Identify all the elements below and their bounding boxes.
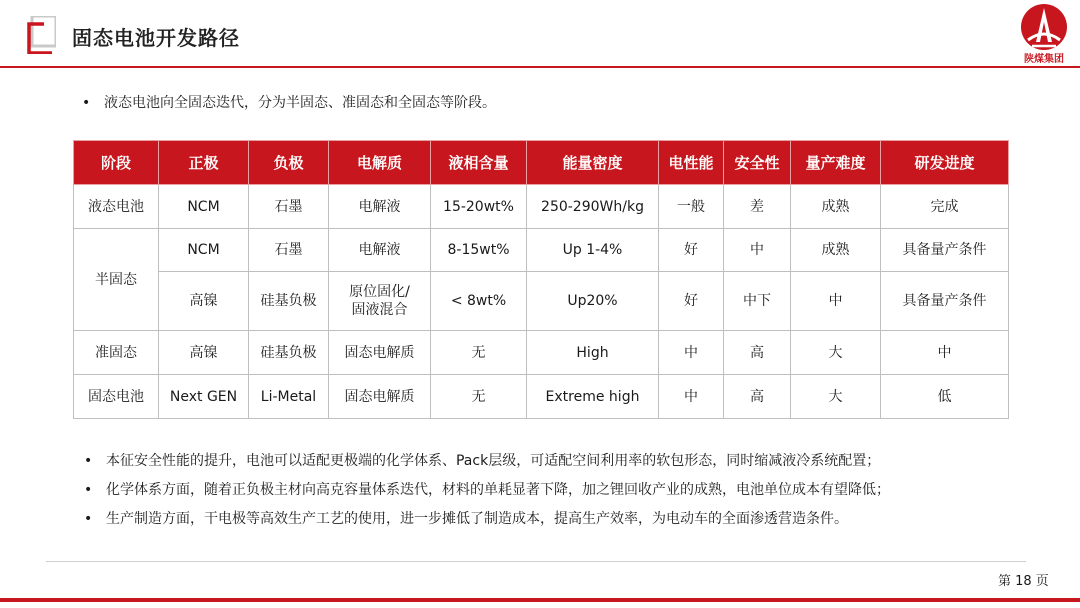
table-cell: 一般 xyxy=(659,185,724,229)
table-cell: Up20% xyxy=(527,272,659,331)
header-cell-electrical-performance: 电性能 xyxy=(659,141,724,185)
table-cell: 好 xyxy=(659,229,724,272)
table-cell: 完成 xyxy=(881,185,1009,229)
table-cell: 具备量产条件 xyxy=(881,272,1009,331)
table-cell: 石墨 xyxy=(249,185,329,229)
title-bracket-icon xyxy=(26,16,56,54)
table-cell: 中下 xyxy=(724,272,791,331)
bullet-text: 生产制造方面，干电极等高效生产工艺的使用，进一步摊低了制造成本，提高生产效率，为电动车的全面渗透营造条件。 xyxy=(106,511,848,527)
table-cell: 固态电池 xyxy=(74,375,159,419)
table-cell: Li-Metal xyxy=(249,375,329,419)
table-cell: Next GEN xyxy=(159,375,249,419)
page-number: 第 18 页 xyxy=(998,574,1049,589)
table-cell: 成熟 xyxy=(791,229,881,272)
table-cell: 高 xyxy=(724,375,791,419)
table-cell: 250-290Wh/kg xyxy=(527,185,659,229)
header-cell-safety: 安全性 xyxy=(724,141,791,185)
bottom-accent-bar xyxy=(0,598,1080,602)
table-cell: 原位固化/ 固液混合 xyxy=(329,272,431,331)
table-cell: Extreme high xyxy=(527,375,659,419)
table-cell: 高镍 xyxy=(159,331,249,375)
table-cell: NCM xyxy=(159,229,249,272)
table-row xyxy=(74,331,1009,375)
table-cell: 中 xyxy=(724,229,791,272)
table-cell: 具备量产条件 xyxy=(881,229,1009,272)
bullet-text: 本征安全性能的提升，电池可以适配更极端的化学体系、Pack层级，可适配空间利用率的软包形态，同时缩减液冷系统配置； xyxy=(106,453,881,469)
table-cell: 中 xyxy=(659,331,724,375)
table-cell: 石墨 xyxy=(249,229,329,272)
table-cell: 固态电解质 xyxy=(329,331,431,375)
header-cell-electrolyte: 电解质 xyxy=(329,141,431,185)
table-cell: 电解液 xyxy=(329,185,431,229)
header-cell-stage: 阶段 xyxy=(74,141,159,185)
header-cell-energy-density: 能量密度 xyxy=(527,141,659,185)
intro-bullet xyxy=(82,92,496,112)
table-cell: 15-20wt% xyxy=(431,185,527,229)
table-row xyxy=(74,185,1009,229)
bullet-dot: • xyxy=(84,482,93,498)
table-cell: 大 xyxy=(791,375,881,419)
intro-bullet-text: 液态电池向全固态迭代，分为半固态、准固态和全固态等阶段。 xyxy=(104,95,496,111)
company-logo-text: 陕煤集团 xyxy=(1024,54,1064,65)
table-cell: 无 xyxy=(431,375,527,419)
bullet-item xyxy=(84,450,880,470)
table-cell: 高 xyxy=(724,331,791,375)
table-row xyxy=(74,272,1009,331)
table-cell: NCM xyxy=(159,185,249,229)
bullet-item xyxy=(84,508,848,528)
bullet-dot: • xyxy=(84,453,93,469)
table-cell: 低 xyxy=(881,375,1009,419)
header-cell-rd-progress: 研发进度 xyxy=(881,141,1009,185)
table-cell: 8-15wt% xyxy=(431,229,527,272)
table-cell: 固态电解质 xyxy=(329,375,431,419)
header-cell-anode: 负极 xyxy=(249,141,329,185)
bullet-item xyxy=(84,479,890,499)
table-row xyxy=(74,375,1009,419)
footer-divider xyxy=(46,561,1026,562)
table-cell: 液态电池 xyxy=(74,185,159,229)
bullet-text: 化学体系方面，随着正负极主材向高克容量体系迭代，材料的单耗显著下降，加之锂回收产业的成熟，电池单位成本有望降低； xyxy=(106,482,890,498)
table-cell: 电解液 xyxy=(329,229,431,272)
battery-path-table xyxy=(73,140,1009,419)
table-cell: 无 xyxy=(431,331,527,375)
table-cell: 差 xyxy=(724,185,791,229)
header-divider xyxy=(0,66,1080,68)
table-cell-stage-merged: 半固态 xyxy=(74,229,159,331)
table-cell: 准固态 xyxy=(74,331,159,375)
table-cell: < 8wt% xyxy=(431,272,527,331)
table-cell: 好 xyxy=(659,272,724,331)
table-cell: 高镍 xyxy=(159,272,249,331)
bullet-dot: • xyxy=(84,511,93,527)
header-cell-mass-production-difficulty: 量产难度 xyxy=(791,141,881,185)
header-cell-liquid-content: 液相含量 xyxy=(431,141,527,185)
bullet-dot: • xyxy=(82,95,91,111)
table-cell: 硅基负极 xyxy=(249,331,329,375)
table-cell: 中 xyxy=(791,272,881,331)
header-cell-cathode: 正极 xyxy=(159,141,249,185)
table-header-row xyxy=(74,141,1009,185)
table-row xyxy=(74,229,1009,272)
table-cell: 中 xyxy=(659,375,724,419)
table-cell: Up 1-4% xyxy=(527,229,659,272)
table-cell: High xyxy=(527,331,659,375)
table-cell: 中 xyxy=(881,331,1009,375)
table-cell: 大 xyxy=(791,331,881,375)
table-cell: 硅基负极 xyxy=(249,272,329,331)
table-cell: 成熟 xyxy=(791,185,881,229)
page-title: 固态电池开发路径 xyxy=(72,26,240,50)
